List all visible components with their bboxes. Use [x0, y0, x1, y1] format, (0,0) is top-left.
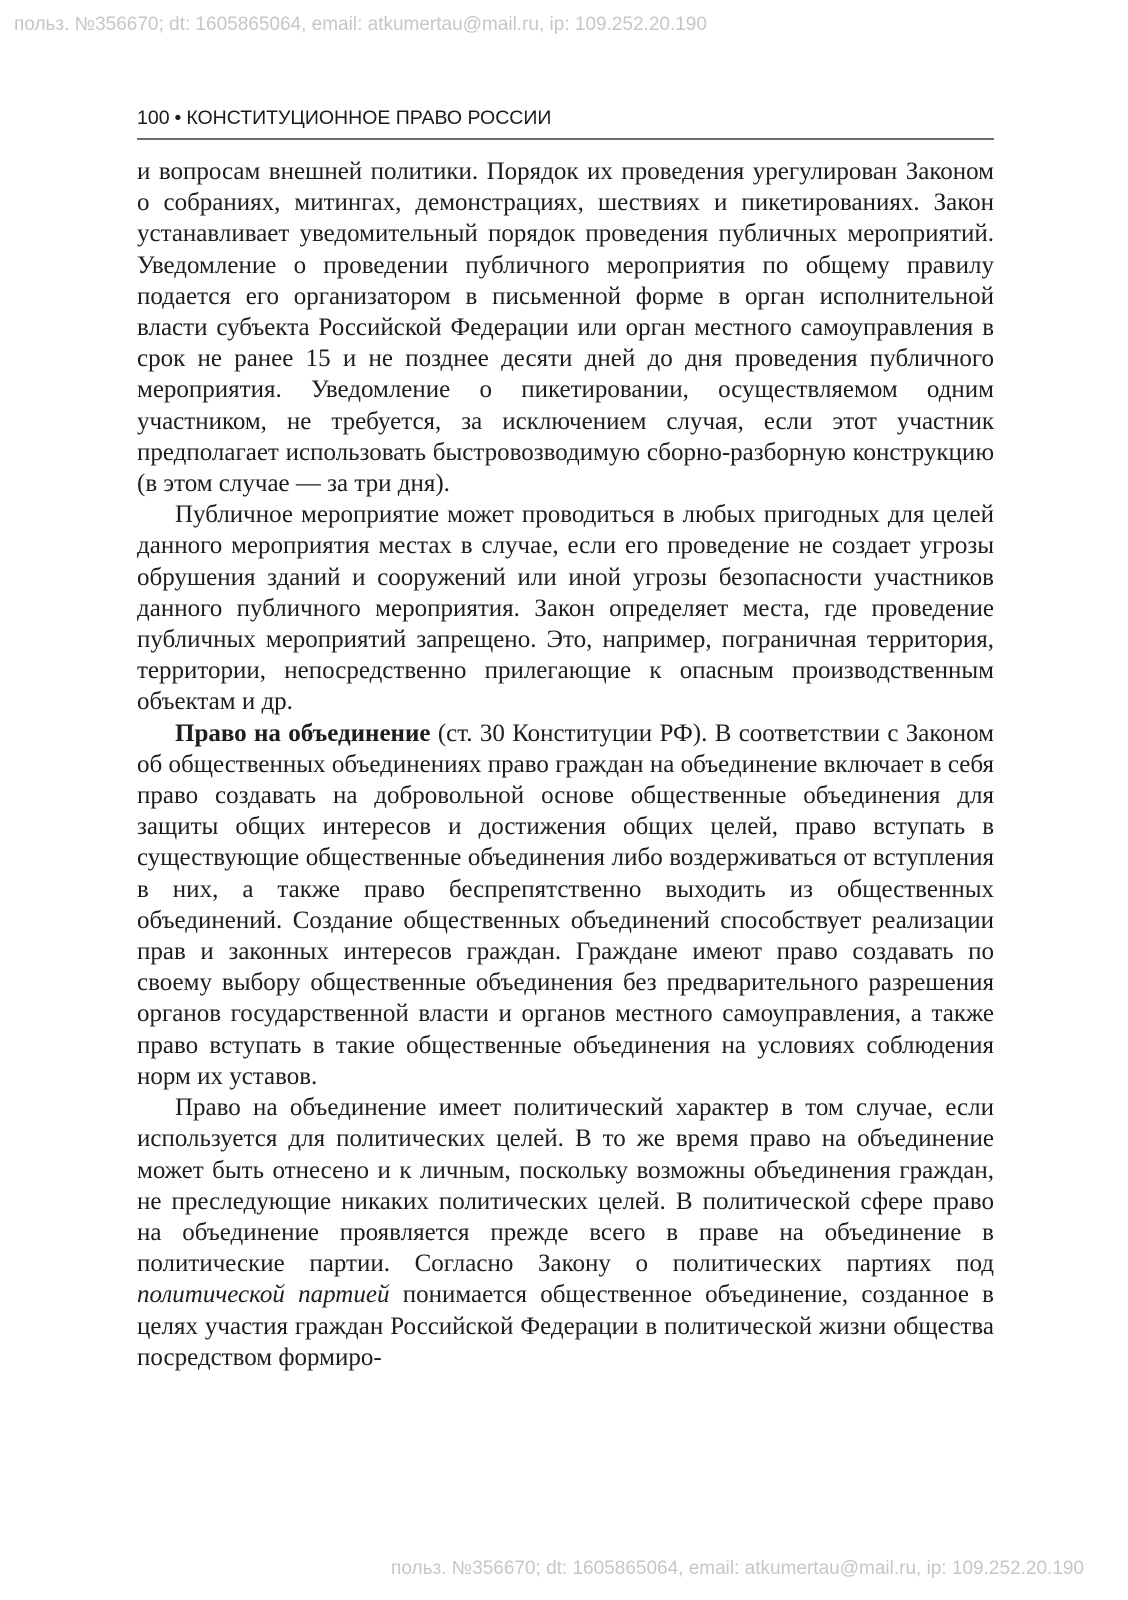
paragraph-text: Право на объединение имеет политический характер в том случае, если используется для политических целей. В то же время право на объединение может быть отнесено и к личным, поскольку возможны объединения граждан, не преследующие никаких политических целей. В политической сфере право на объединение проявляется прежде всего в праве на объединение в политические партии. Согласно Закону о политических партиях под: [137, 1094, 994, 1278]
paragraph-right-to-association: [137, 718, 994, 1092]
watermark-top: польз. №356670; dt: 1605865064, email: atkumertau@mail.ru, ip: 109.252.20.190: [14, 14, 707, 35]
watermark-bottom: польз. №356670; dt: 1605865064, email: atkumertau@mail.ru, ip: 109.252.20.190: [391, 1558, 1084, 1579]
paragraph-text: понимается общественное объединение, созданное в целях участия граждан Российской Федерации в политической жизни общества посредством формиро-: [137, 1281, 994, 1371]
paragraph-public-events: Публичное мероприятие может проводиться в любых пригодных для целей данного мероприятия местах в случае, если его проведение не создает угрозы обрушения зданий и сооружений или иной угрозы безопасности участников данного публичного мероприятия. Закон определяет места, где проведение публичных мероприятий запрещено. Это, например, пограничная территория, территории, непосредственно прилегающие к опасным производственным объектам и др.: [137, 501, 994, 716]
page-number: 100: [137, 107, 170, 129]
term-right-to-association: Право на объединение: [175, 719, 431, 747]
paragraph-political-parties: [137, 1092, 994, 1373]
paragraph-text: (ст. 30 Конституции РФ). В соответствии с Законом об общественных объединениях право граждан на объединение включает в себя право создавать на добровольной основе общественные объединения для защиты общих интересов и достижения общих целей, право вступать в существующие общественные объединения либо воздерживаться от вступления в них, а также право беспрепятственно выходить из общественных объединений. Создание общественных объединений способствует реализации прав и законных интересов граждан. Граждане имеют право создавать по своему выбору общественные объединения без предварительного разрешения органов государственной власти и органов местного самоуправления, а также право вступать в такие общественные объединения на условиях соблюдения норм их уставов.: [137, 719, 994, 1090]
page-body: [137, 156, 994, 1373]
book-title: КОНСТИТУЦИОННОЕ ПРАВО РОССИИ: [186, 107, 552, 129]
bullet-separator: •: [174, 107, 182, 129]
paragraph-continuation: и вопросам внешней политики. Порядок их проведения урегулирован Законом о собраниях, митингах, демонстрациях, шествиях и пикетированиях. Закон устанавливает уведомительный порядок проведения публичных мероприятий. Уведомление о проведении публичного мероприятия по общему правилу подается его организатором в письменной форме в орган исполнительной власти субъекта Российской Федерации или орган местного самоуправления в срок не ранее 15 и не позднее десяти дней до дня проведения публичного мероприятия. Уведомление о пикетировании, осуществляемом одним участником, не требуется, за исключением случая, если этот участник предполагает использовать быстровозводимую сборно-разборную конструкцию (в этом случае — за три дня).: [137, 158, 994, 498]
term-political-party: политической партией: [137, 1281, 390, 1309]
running-head: [137, 106, 994, 140]
